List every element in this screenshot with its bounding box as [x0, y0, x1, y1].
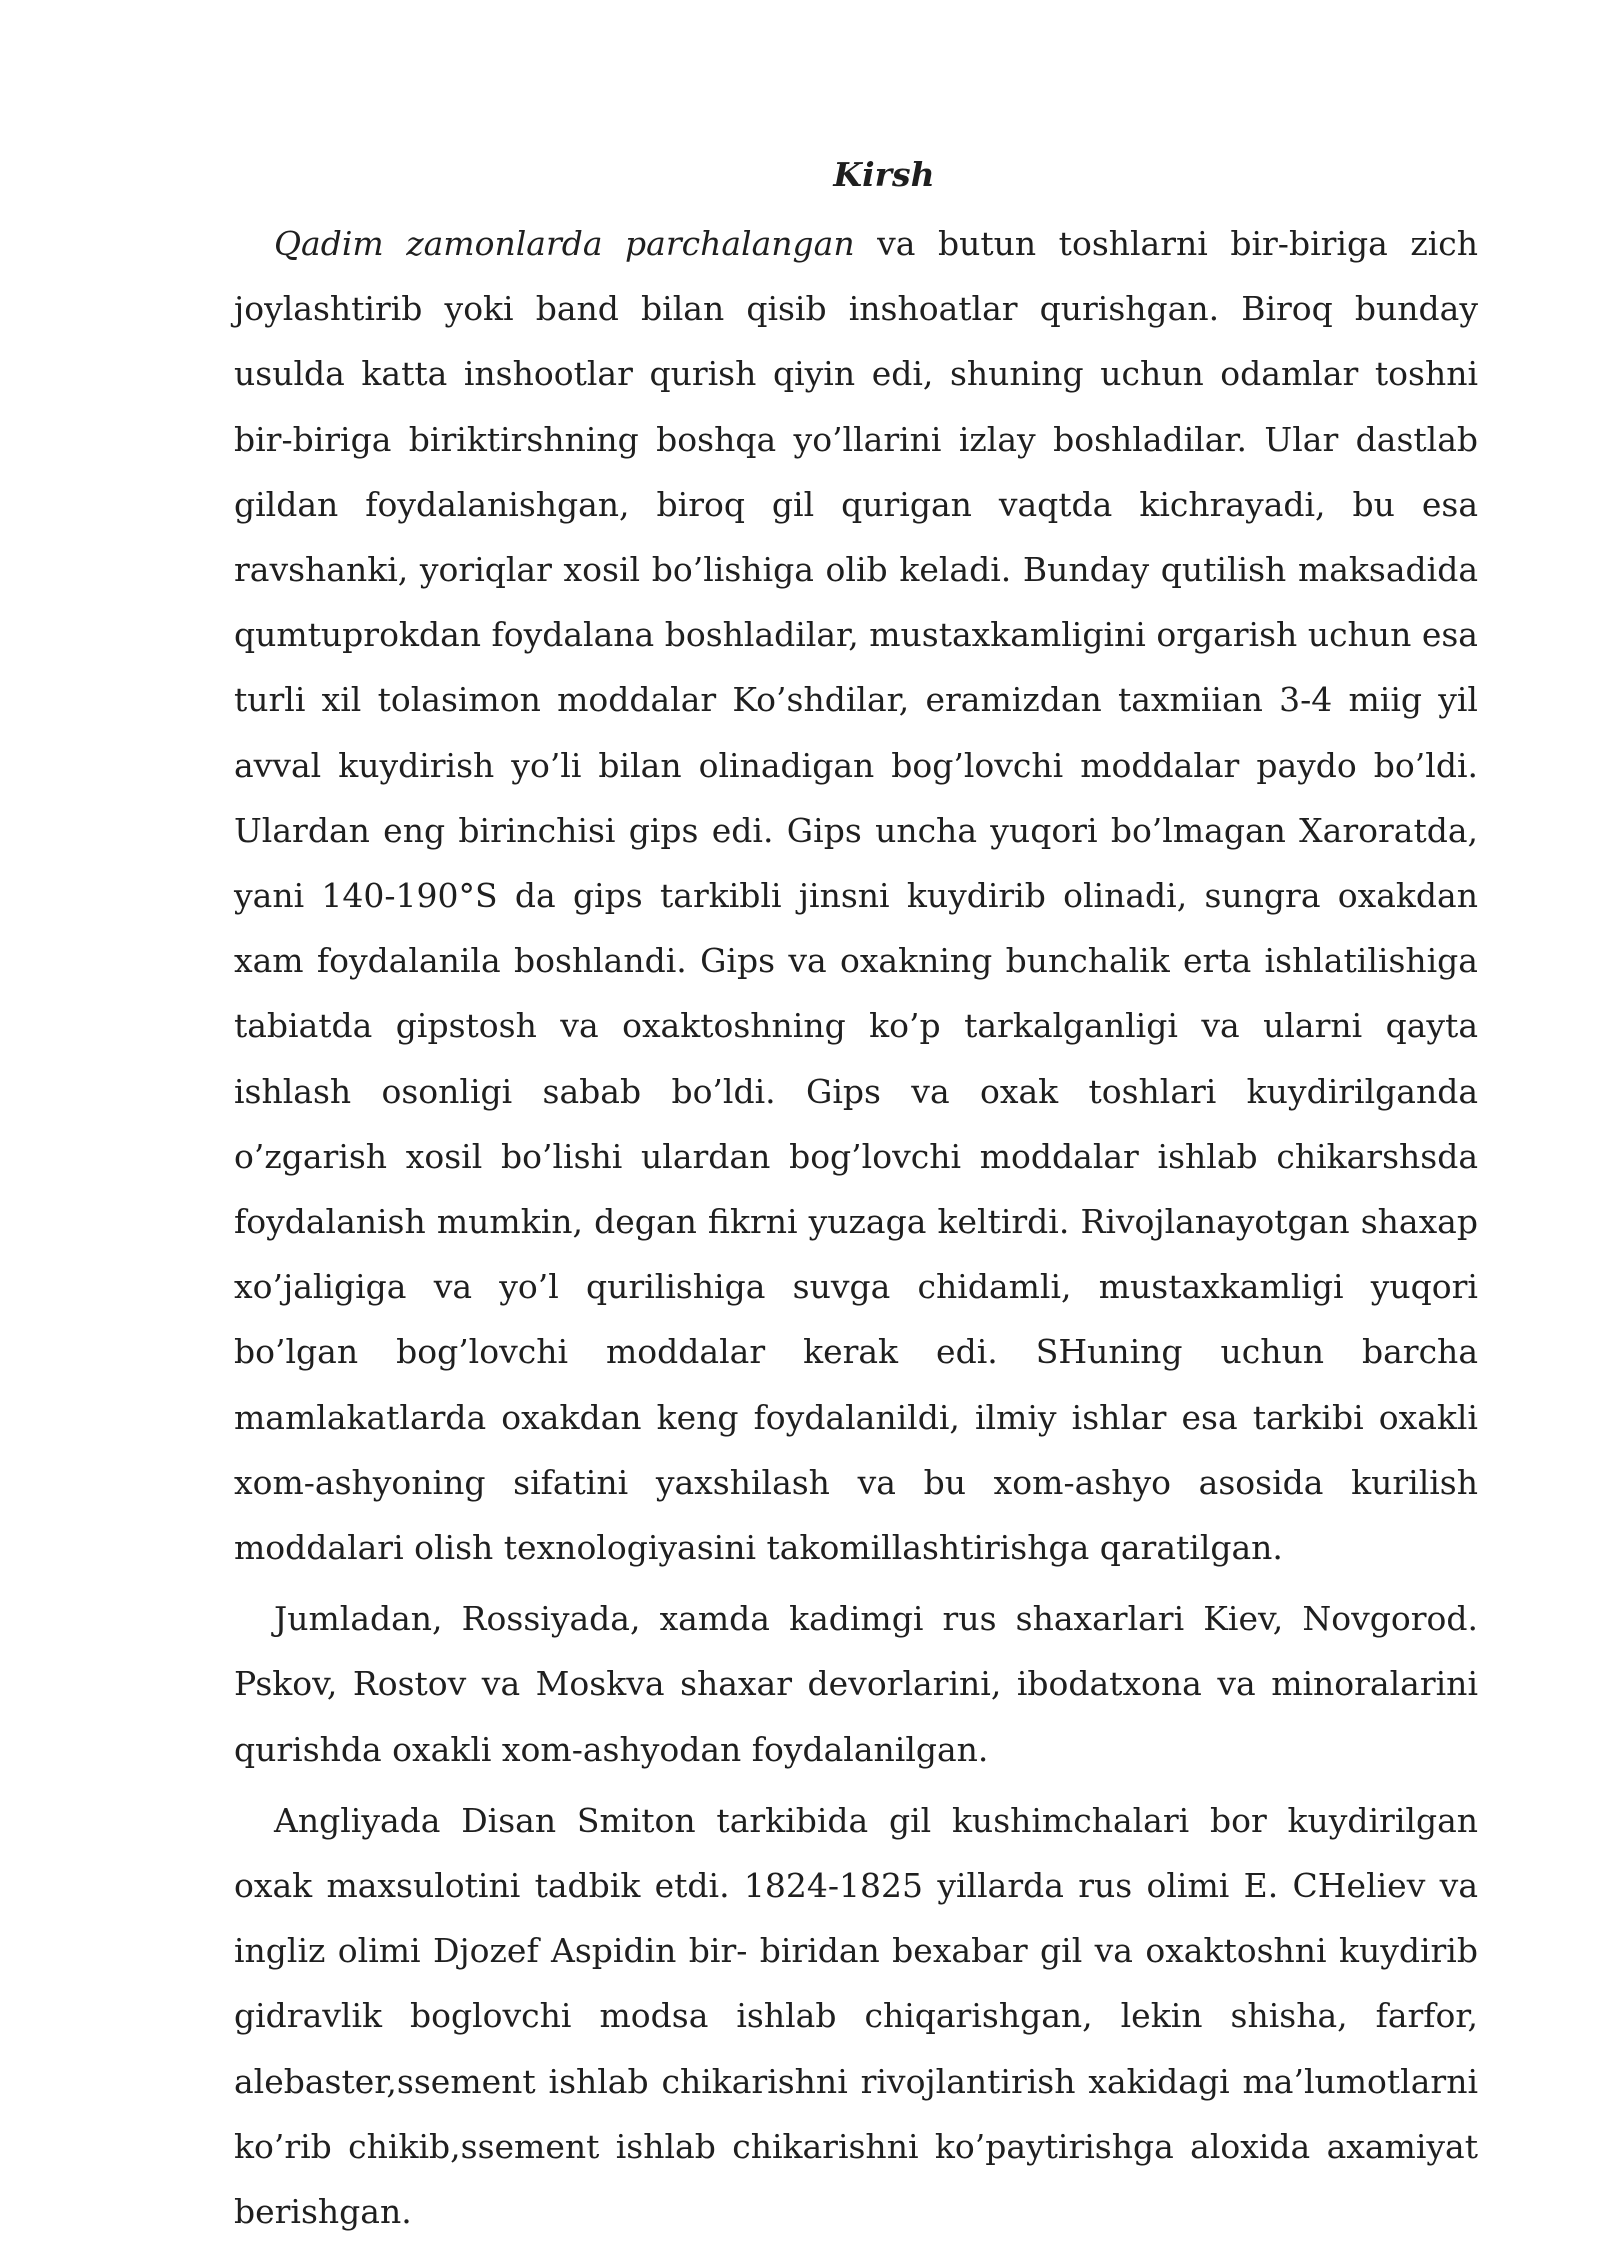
paragraph-2 [234, 1586, 1478, 1782]
paragraph-1 [234, 211, 1478, 1580]
paragraph-2-text: Jumladan, Rossiyada, xamda kadimgi rus shaxarlari Kiev, Novgorod. Pskov, Rostov va Moskva shaxar devorlarini, ibodatxona va minoralarini qurishda oxakli xom-ashyodan foydalanilgan. [234, 1599, 1478, 1769]
page-title: Kirsh [833, 155, 935, 194]
paragraph-1-text: va butun toshlarni bir-biriga zich joylashtirib yoki band bilan qisib inshoatlar qurishgan. Biroq bunday usulda katta inshootlar qurish qiyin edi, shuning uchun odamlar toshni bir-biriga biriktirshning boshqa yo’llarini izlay boshladilar. Ular dastlab gildan foydalanishgan, biroq gil qurigan vaqtda kichrayadi, bu esa ravshanki, yoriqlar xosil bo’lishiga olib keladi. Bunday qutilish maksadida qumtuprokdan foydalana boshladilar, mustaxkamligini orgarish uchun esa turli xil tolasimon moddalar Ko’shdilar, eramizdan taxmiian 3-4 miig yil avval kuydirish yo’li bilan olinadigan bog’lovchi moddalar paydo bo’ldi. Ulardan eng birinchisi gips edi. Gips uncha yuqori bo’lmagan Xaroratda, yani 140-190°S da gips tarkibli jinsni kuydirib olinadi, sungra oxakdan xam foydalanila boshlandi. Gips va oxakning bunchalik erta ishlatilishiga tabiatda gipstosh va oxaktoshning ko’p tarkalganligi va ularni qayta ishlash osonligi sabab bo’ldi. Gips va oxak toshlari kuydirilganda o’zgarish xosil bo’lishi ulardan bog’lovchi moddalar ishlab chikarshsda foydalanish mumkin, degan fikrni yuzaga keltirdi. Rivojlanayotgan shaxap xo’jaligiga va yo’l qurilishiga suvga chidamli, mustaxkamligi yuqori bo’lgan bog’lovchi moddalar kerak edi. SHuning uchun barcha mamlakatlarda oxakdan keng foydalanildi, ilmiy ishlar esa tarkibi oxakli xom-ashyoning sifatini yaxshilash va bu xom-ashyo asosida kurilish moddalari olish texnologiyasini takomillashtirishga qaratilgan. [234, 224, 1478, 1568]
paragraph-3 [234, 1788, 1478, 2244]
document-body [234, 145, 1478, 2244]
paragraph-3-text: Angliyada Disan Smiton tarkibida gil kushimchalari bor kuydirilgan oxak maxsulotini tadbik etdi. 1824-1825 yillarda rus olimi E. CHeliev va ingliz olimi Djozef Aspidin bir- biridan bexabar gil va oxaktoshni kuydirib gidravlik boglovchi modsa ishlab chiqarishgan, lekin shisha, farfor, alebaster,ssement ishlab chikarishni rivojlantirish xakidagi ma’lumotlarni ko’rib chikib,ssement ishlab chikarishni ko’paytirishga aloxida axamiyat berishgan. [234, 1800, 1478, 2232]
paragraph-1-lead: Qadim zamonlarda parchalangan [274, 224, 855, 263]
